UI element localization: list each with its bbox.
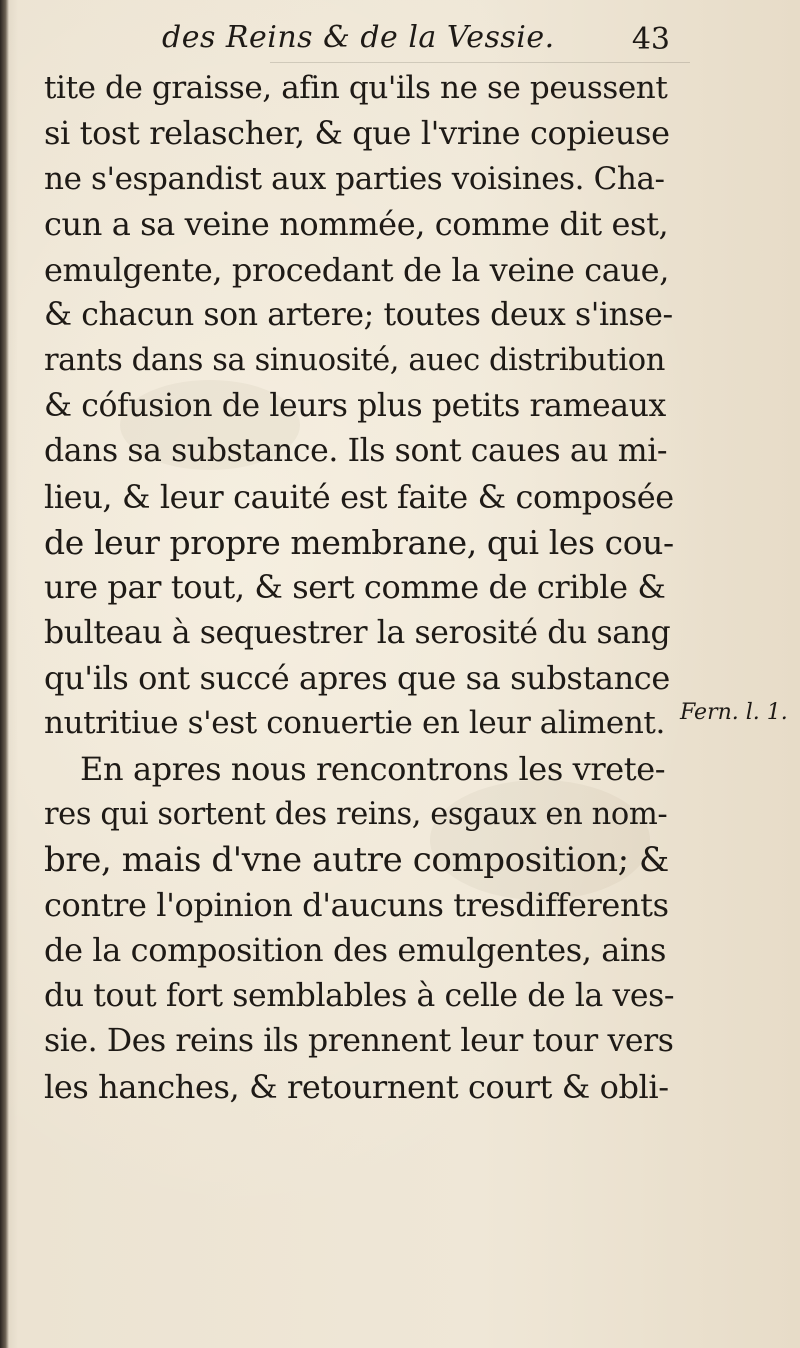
margin-note: Fern. l. 1. xyxy=(680,700,788,725)
text-line: tite de graisse, afin qu'ils ne se peussent xyxy=(44,70,668,106)
text-line: emulgente, procedant de la veine caue, xyxy=(44,250,669,289)
text-line: nutritiue s'est conuertie en leur aliment. xyxy=(44,705,665,742)
text-line: de leur propre membrane, qui les cou- xyxy=(44,522,674,562)
text-line: & cófusion de leurs plus petits rameaux xyxy=(44,387,666,424)
text-line: ure par tout, & sert comme de crible & xyxy=(44,568,666,607)
text-line: sie. Des reins ils prennent leur tour vers xyxy=(44,1023,674,1060)
text-line: lieu, & leur cauité est faite & composée xyxy=(44,477,674,516)
text-line: qu'ils ont succé apres que sa substance xyxy=(44,659,670,698)
text-line: les hanches, & retournent court & obli- xyxy=(44,1067,669,1106)
paragraph-start-line: En apres nous rencontrons les vrete- xyxy=(80,749,666,788)
text-line: si tost relascher, & que l'vrine copieuse xyxy=(44,114,670,153)
body-text xyxy=(44,66,674,1110)
text-line: dans sa substance. Ils sont caues au mi- xyxy=(44,433,668,470)
text-line: contre l'opinion d'aucuns tresdifferents xyxy=(44,886,669,925)
running-head-title: des Reins & de la Vessie. xyxy=(162,20,555,55)
text-line: de la composition des emulgentes, ains xyxy=(44,931,667,970)
text-line: rants dans sa sinuosité, auec distribution xyxy=(44,343,665,379)
page-number: 43 xyxy=(631,22,670,57)
text-line: ne s'espandist aux parties voisines. Cha- xyxy=(44,160,665,197)
text-line: bre, mais d'vne autre composition; & xyxy=(44,839,669,880)
text-line: & chacun son artere; toutes deux s'inse- xyxy=(44,296,673,333)
binding-edge xyxy=(0,0,9,1348)
text-line: res qui sortent des reins, esgaux en nom- xyxy=(44,797,668,833)
text-line: cun a sa veine nommée, comme dit est, xyxy=(44,205,669,244)
text-line: bulteau à sequestrer la serosité du sang xyxy=(44,614,671,651)
head-rule xyxy=(270,62,690,63)
running-head xyxy=(150,14,670,64)
text-line: du tout fort semblables à celle de la ves- xyxy=(44,977,675,1014)
